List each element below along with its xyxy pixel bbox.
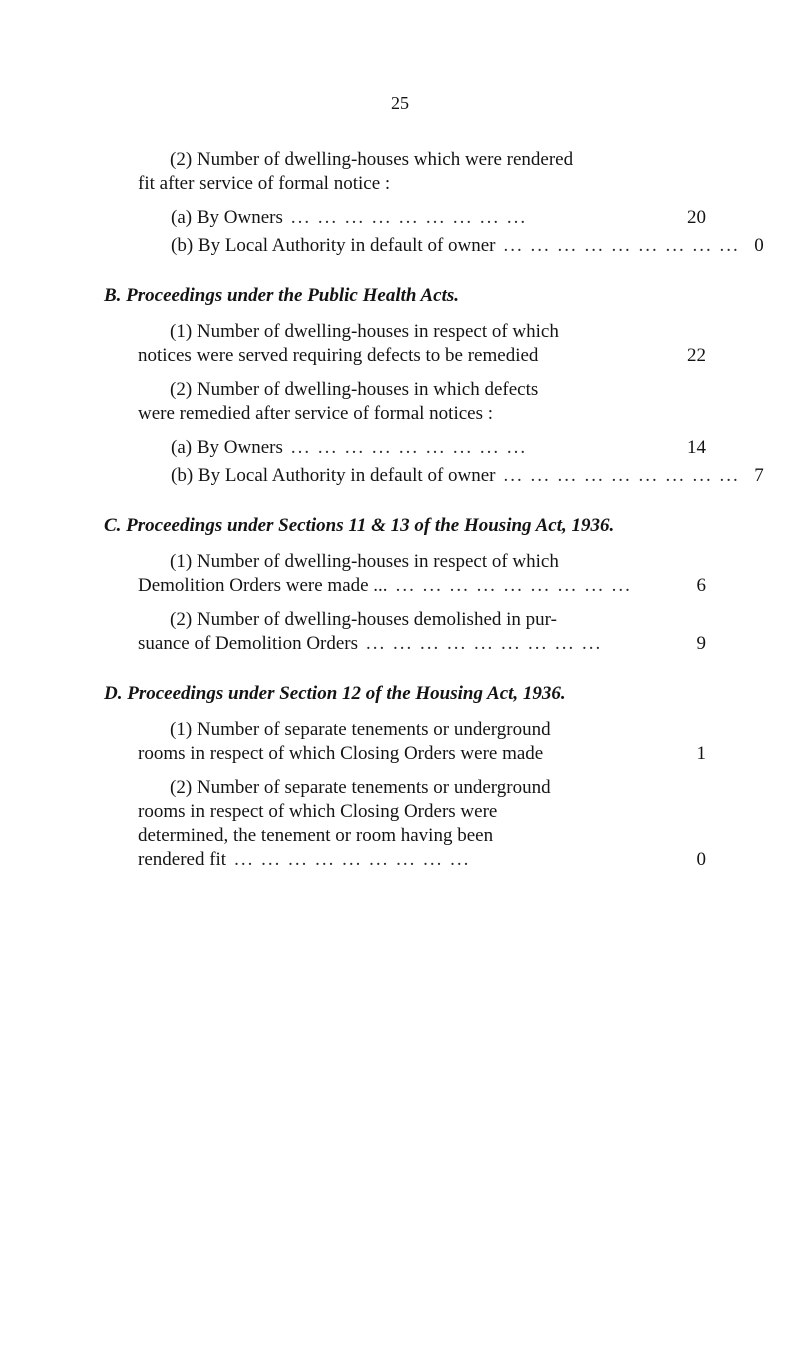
d-item1-line1: (1) Number of separate tenements or underground xyxy=(170,719,551,740)
c-item2-value: 9 xyxy=(696,633,706,654)
d-item2-line4: rendered fit xyxy=(138,849,227,870)
c-item1-row xyxy=(138,574,706,598)
b-item2-a-label: (a) By Owners xyxy=(171,437,283,458)
leader-dots: ... ... ... ... ... ... ... ... ... xyxy=(290,207,528,228)
c-item1-line1: (1) Number of dwelling-houses in respect of which xyxy=(170,551,559,572)
a-item2-b-row xyxy=(171,234,764,258)
a-item2-b-label: (b) By Local Authority in default of owner xyxy=(171,235,496,256)
a-item2-line2: fit after service of formal notice : xyxy=(138,173,391,194)
leader-dots: ... ... ... ... ... ... ... ... ... xyxy=(395,575,632,596)
section-d-heading: D. Proceedings under Section 12 of the Housing Act, 1936. xyxy=(104,683,566,704)
d-item2-line1: (2) Number of separate tenements or underground xyxy=(170,777,551,798)
a-item2-b-value: 0 xyxy=(754,235,764,256)
c-item2-line1: (2) Number of dwelling-houses demolished in pur- xyxy=(170,609,557,630)
b-item2-a-value: 14 xyxy=(687,437,706,458)
leader-dots: ... ... ... ... ... ... ... ... ... xyxy=(503,235,740,256)
b-item1-value: 22 xyxy=(687,345,706,366)
leader-dots: ... ... ... ... ... ... ... ... ... xyxy=(503,465,740,486)
b-item2-a-row xyxy=(171,436,706,460)
d-item2-value: 0 xyxy=(696,849,706,870)
leader-dots: ... ... ... ... ... ... ... ... ... xyxy=(366,633,603,654)
leader-dots: ... ... ... ... ... ... ... ... ... xyxy=(234,849,471,870)
b-item2-b-value: 7 xyxy=(754,465,764,486)
b-item2-line2: were remedied after service of formal notices : xyxy=(138,403,494,424)
c-item2-line2: suance of Demolition Orders xyxy=(138,633,359,654)
leader-dots: ... ... ... ... ... ... ... ... ... xyxy=(290,437,528,458)
a-item2-a-label: (a) By Owners xyxy=(171,207,283,228)
d-item1-row xyxy=(138,742,706,766)
d-item2-row xyxy=(138,848,706,872)
section-b-heading: B. Proceedings under the Public Health Acts. xyxy=(104,285,460,306)
d-item1-value: 1 xyxy=(696,743,706,764)
b-item1-row xyxy=(138,344,706,368)
a-item2-a-row xyxy=(171,206,706,230)
b-item1-line1: (1) Number of dwelling-houses in respect of which xyxy=(170,321,559,342)
d-item2-line3: determined, the tenement or room having been xyxy=(138,825,494,846)
b-item2-b-label: (b) By Local Authority in default of owner xyxy=(171,465,496,486)
c-item1-value: 6 xyxy=(696,575,706,596)
b-item2-b-row xyxy=(171,464,764,488)
section-c-heading: C. Proceedings under Sections 11 & 13 of the Housing Act, 1936. xyxy=(104,515,615,536)
b-item2-line1: (2) Number of dwelling-houses in which defects xyxy=(170,379,539,400)
page-number: 25 xyxy=(391,93,409,113)
b-item1-line2: notices were served requiring defects to be remedied xyxy=(138,345,539,366)
a-item2-a-value: 20 xyxy=(687,207,706,228)
c-item2-row xyxy=(138,632,706,656)
a-item2-line1: (2) Number of dwelling-houses which were rendered xyxy=(170,149,574,170)
c-item1-line2: Demolition Orders were made ... xyxy=(138,575,388,596)
d-item1-line2: rooms in respect of which Closing Orders were made xyxy=(138,743,544,764)
d-item2-line2: rooms in respect of which Closing Orders were xyxy=(138,801,498,822)
